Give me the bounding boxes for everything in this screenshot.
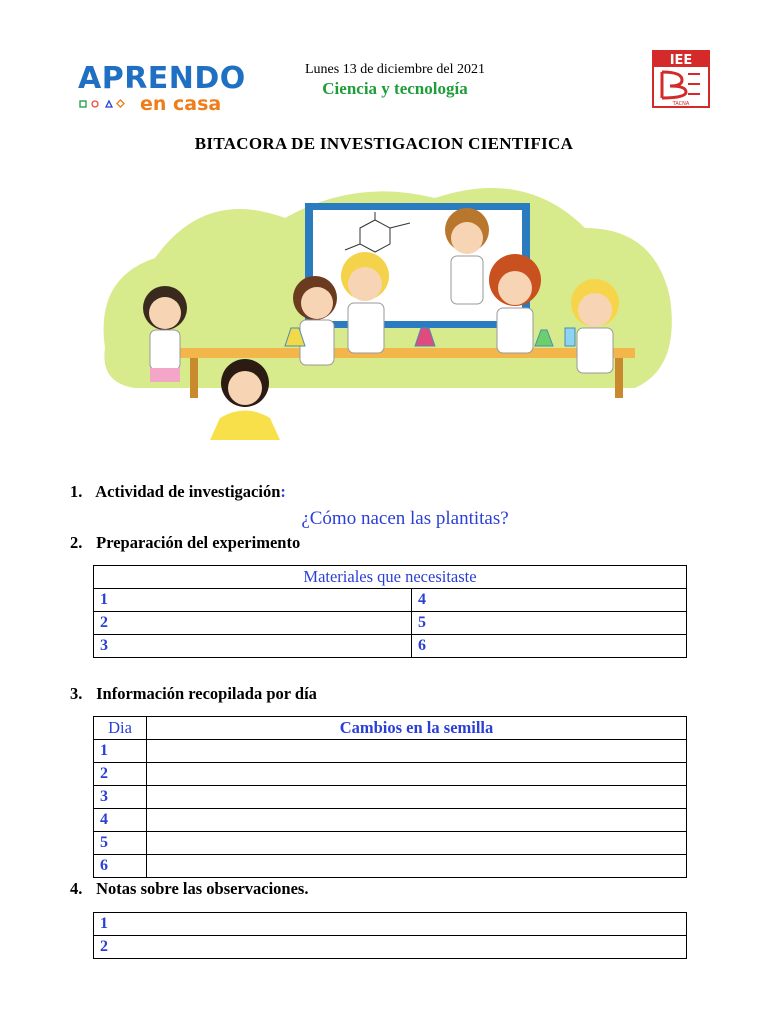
day-cell: 5 [94, 832, 147, 855]
changes-cell[interactable] [147, 809, 687, 832]
changes-cell[interactable] [147, 855, 687, 878]
table-row [94, 635, 687, 658]
subject-text: Ciencia y tecnología [322, 79, 468, 98]
page-title: BITACORA DE INVESTIGACION CIENTIFICA [194, 134, 574, 153]
section-4-number: 4. [70, 879, 83, 898]
material-cell[interactable]: 1 [94, 589, 412, 612]
table-row [94, 763, 687, 786]
school-logo-city: TACNA [672, 101, 690, 107]
school-logo-text: IEE [669, 53, 693, 68]
day-cell: 6 [94, 855, 147, 878]
section-2-heading [70, 533, 300, 553]
changes-cell[interactable] [147, 763, 687, 786]
section-3-label: Información recopilada por día [96, 684, 317, 703]
day-cell: 2 [94, 763, 147, 786]
section-4-heading [70, 879, 308, 899]
table-row [94, 936, 687, 959]
material-cell[interactable]: 6 [412, 635, 687, 658]
school-crest-icon [652, 50, 710, 108]
changes-cell[interactable] [147, 832, 687, 855]
col-header-changes: Cambios en la semilla [147, 717, 687, 740]
notes-table [93, 912, 687, 959]
section-2-number: 2. [70, 533, 83, 552]
section-3-heading [70, 684, 317, 704]
materials-table-header: Materiales que necesitaste [94, 566, 687, 589]
table-row [94, 740, 687, 763]
aprendo-en-casa-logo [78, 61, 246, 116]
material-cell[interactable]: 5 [412, 612, 687, 635]
school-logo [652, 50, 710, 108]
section-1-colon: : [280, 482, 286, 501]
science-lab-kids-image [95, 168, 675, 468]
table-row [94, 832, 687, 855]
changes-cell[interactable] [147, 786, 687, 809]
date-text: Lunes 13 de diciembre del 2021 [304, 62, 485, 77]
table-row [94, 855, 687, 878]
section-1-label: Actividad de investigación [95, 482, 281, 501]
daily-log-table [93, 716, 687, 878]
note-cell[interactable]: 1 [94, 913, 687, 936]
material-cell[interactable]: 4 [412, 589, 687, 612]
logo-subtitle: en casa [140, 93, 222, 115]
section-4-label: Notas sobre las observaciones. [96, 879, 309, 898]
day-cell: 1 [94, 740, 147, 763]
logo-shapes-icon [78, 98, 134, 110]
col-header-day: Dia [94, 717, 147, 740]
material-cell[interactable]: 3 [94, 635, 412, 658]
section-1-heading [70, 482, 286, 502]
table-row [94, 786, 687, 809]
section-2-label: Preparación del experimento [96, 533, 301, 552]
table-row [94, 612, 687, 635]
material-cell[interactable]: 2 [94, 612, 412, 635]
changes-cell[interactable] [147, 740, 687, 763]
research-question: ¿Cómo nacen las plantitas? [301, 508, 509, 529]
day-cell: 3 [94, 786, 147, 809]
logo-title: APRENDO [78, 61, 246, 96]
table-row [94, 809, 687, 832]
note-cell[interactable]: 2 [94, 936, 687, 959]
lab-illustration [95, 168, 675, 468]
section-1-number: 1. [70, 482, 83, 501]
materials-table [93, 565, 687, 658]
table-row [94, 913, 687, 936]
section-3-number: 3. [70, 684, 83, 703]
table-row [94, 589, 687, 612]
day-cell: 4 [94, 809, 147, 832]
